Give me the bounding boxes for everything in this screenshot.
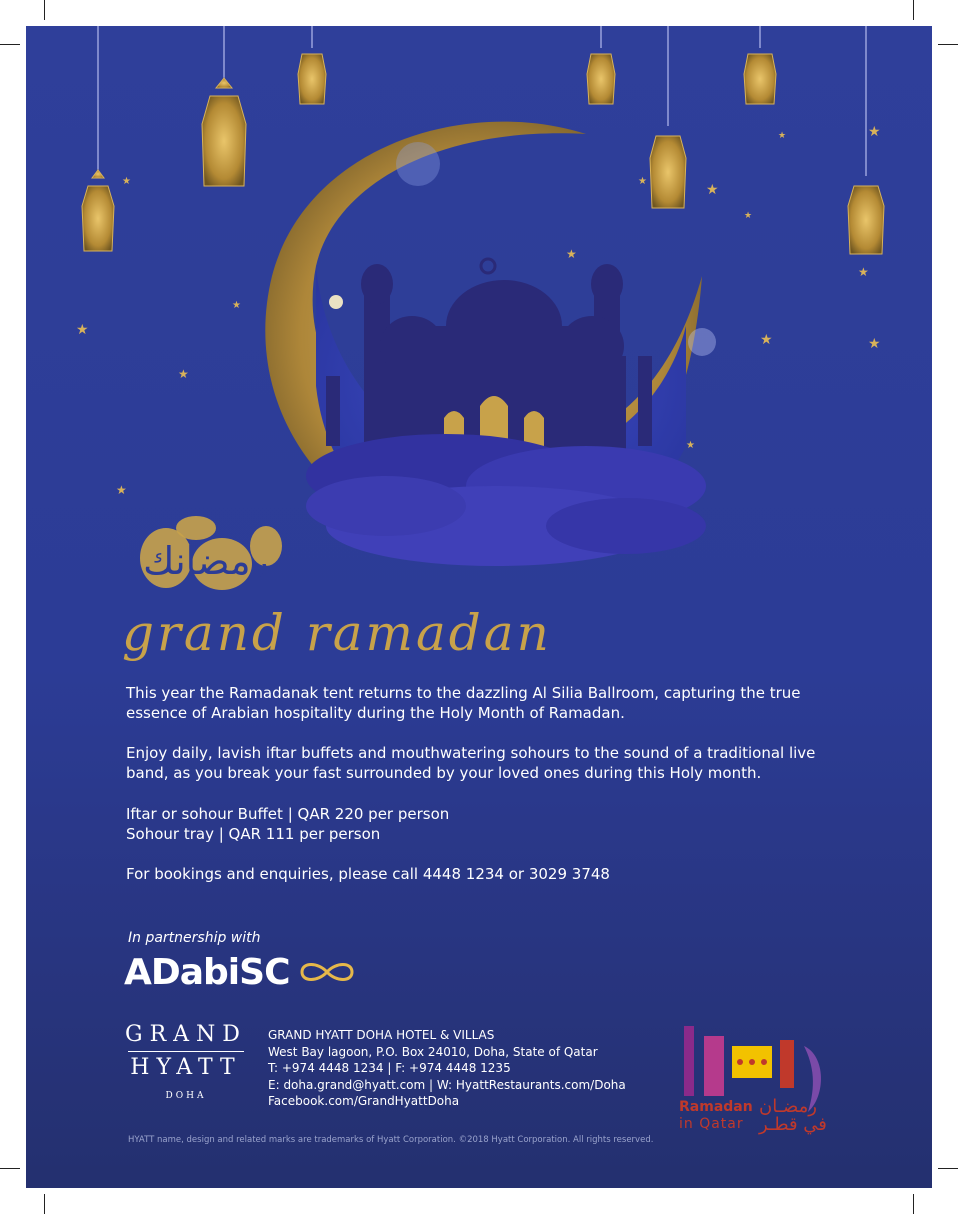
price-line: Sohour tray | QAR 111 per person (126, 825, 381, 843)
lantern-icon (744, 26, 776, 104)
address-line: Facebook.com/GrandHyattDoha (268, 1094, 460, 1108)
crop-mark (0, 1168, 20, 1169)
booking-text: For bookings and enquiries, please call 4448 1234 or 3029 3748 (126, 865, 610, 883)
address-line: T: +974 4448 1234 | F: +974 4448 1235 (268, 1061, 511, 1075)
star-icon: ★ (686, 440, 695, 451)
intro-paragraph: This year the Ramadanak tent returns to the dazzling Al Silia Ballroom, capturing the true essence of Arabian hospitality during the Holy Month of Ramadan. (126, 684, 801, 722)
riq-text-ramadan: Ramadan (679, 1099, 753, 1115)
star-icon: ★ (744, 210, 753, 220)
star-icon: ★ (778, 130, 787, 140)
star-icon: ★ (232, 300, 241, 311)
lantern-icon (202, 26, 246, 186)
crescent-mosque-illustration (26, 26, 932, 586)
crop-mark (913, 1194, 914, 1214)
lantern-icon (82, 26, 114, 251)
star-icon: ★ (566, 247, 577, 261)
star-icon: ★ (116, 483, 127, 497)
logo-line-doha: DOHA (165, 1091, 207, 1101)
star-icon: ★ (760, 331, 773, 347)
title: grand ramadan (122, 604, 552, 662)
star-icon: ★ (638, 176, 647, 187)
crop-mark (44, 1194, 45, 1214)
address-line: E: doha.grand@hyatt.com | W: HyattRestaurants.com/Doha (268, 1077, 626, 1092)
clouds (306, 434, 706, 566)
address-line: GRAND HYATT DOHA HOTEL & VILLAS (268, 1028, 495, 1042)
price-line: Iftar or sohour Buffet | QAR 220 per person (126, 805, 450, 823)
crop-mark (44, 0, 45, 20)
star-icon: ★ (706, 181, 719, 197)
ramadanak-calligraphy-logo (126, 506, 286, 616)
pricing-list (126, 804, 856, 844)
lantern-icon (587, 26, 615, 104)
logo-divider (128, 1051, 244, 1052)
legal-notice: HYATT name, design and related marks are trademarks of Hyatt Corporation. ©2018 Hyatt Corporation. All rights reserved. (128, 1135, 654, 1145)
crop-mark (913, 0, 914, 20)
poster (26, 26, 932, 1188)
svg-text:رمضانك: رمضانك (143, 539, 269, 583)
star-icon: ★ (868, 335, 881, 351)
infinity-icon (296, 956, 358, 988)
star-icon: ★ (76, 321, 89, 337)
grand-hyatt-logo (124, 1022, 248, 1101)
riq-text-arabic-qatar: في قطـر (759, 1114, 827, 1135)
star-icon: ★ (122, 176, 131, 187)
riq-text-in-qatar: in Qatar (679, 1116, 744, 1132)
crop-mark (938, 1168, 958, 1169)
partner-logo-text: ADabiSC (124, 952, 290, 993)
crop-mark (0, 44, 20, 45)
star-icon: ★ (858, 265, 869, 279)
lantern-icon (848, 26, 884, 254)
address-line: West Bay lagoon, P.O. Box 24010, Doha, State of Qatar (268, 1044, 598, 1059)
star-icon: ★ (868, 123, 881, 139)
logo-line-grand: GRAND (125, 1022, 247, 1047)
star-icon: ★ (178, 367, 189, 381)
mosque-scene (306, 259, 706, 566)
partnership-label: In partnership with (128, 930, 261, 946)
lantern-icon (650, 26, 686, 208)
logo-line-hyatt: HYATT (130, 1055, 242, 1080)
lantern-icon (298, 26, 326, 104)
buffet-paragraph: Enjoy daily, lavish iftar buffets and mouthwatering sohours to the sound of a traditional live band, as you break your fast surrounded by your loved ones during this Holy month. (126, 744, 816, 782)
riq-text-arabic-ramadan: رمضـان (759, 1096, 817, 1117)
crop-mark (938, 44, 958, 45)
hotel-address (268, 1027, 626, 1110)
